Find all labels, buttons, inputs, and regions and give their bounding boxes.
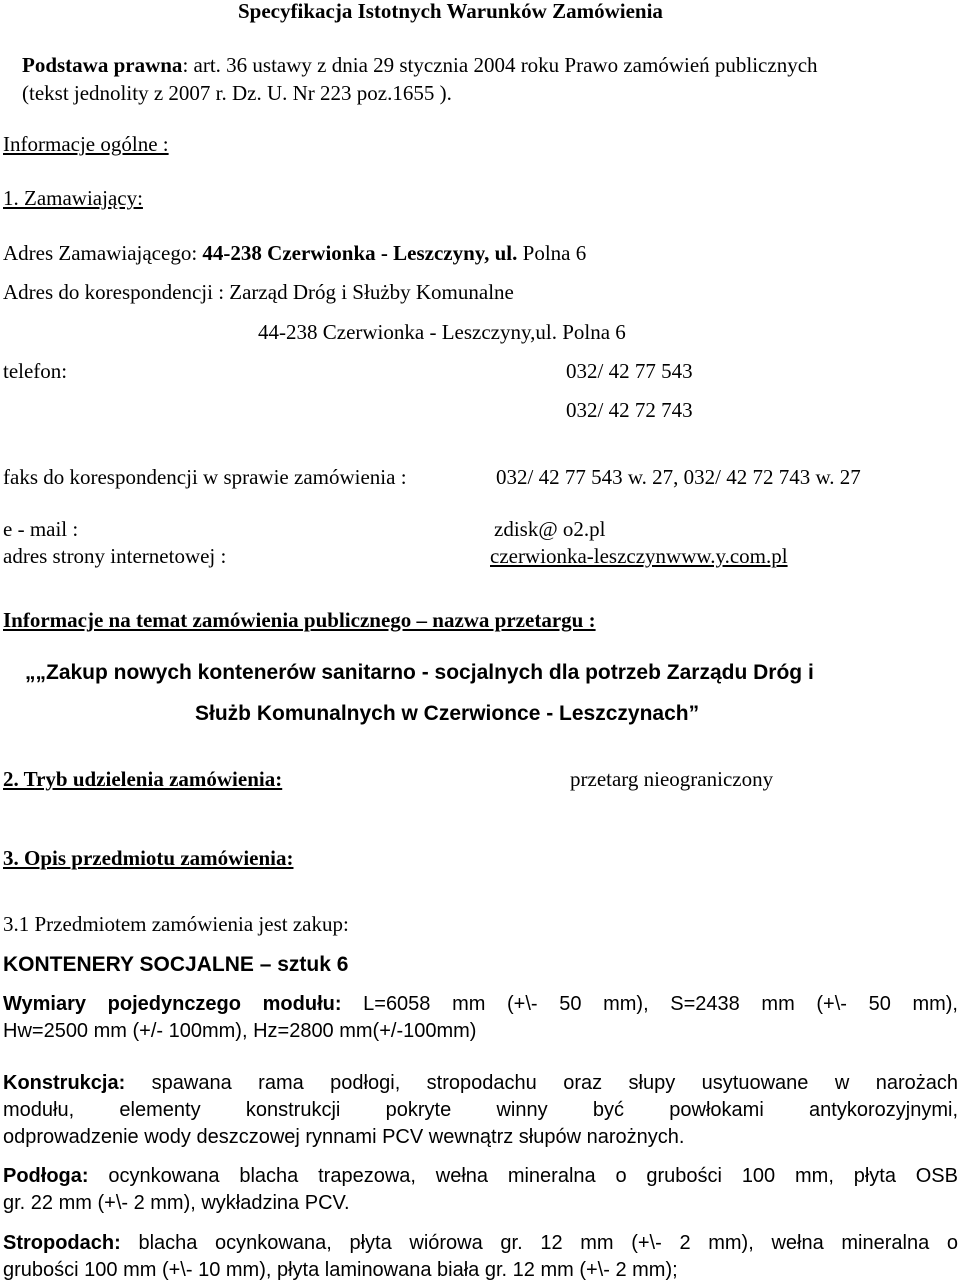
orderer-address [3,243,586,264]
ceiling-line1 [3,1233,958,1253]
legal-basis-line1 [22,55,818,76]
tender-name-line1: „„Zakup nowych kontenerów sanitarno - socjalnych dla potrzeb Zarządu Dróg i [25,661,814,684]
legal-basis-text: : art. 36 ustawy z dnia 29 stycznia 2004 roku Prawo zamówień publicznych [182,53,818,77]
dimensions-line2: Hw=2500 mm (+/- 100mm), Hz=2800 mm(+/-100mm) [3,1020,477,1042]
section3-heading: 3. Opis przedmiotu zamówienia: [3,846,294,870]
construction-line3: odprowadzenie wody deszczowej rynnami PCV wewnątrz słupów narożnych. [3,1126,685,1148]
tender-name-line2: Służb Komunalnych w Czerwionce - Leszczynach” [195,702,700,725]
construction-line1 [3,1073,958,1093]
dimensions-value: L=6058 mm (+\- 50 mm), S=2438 mm (+\- 50 mm), [341,993,958,1015]
phone-number-2: 032/ 42 72 743 [566,398,693,422]
dimensions-line1 [3,994,958,1014]
phone-number-1: 032/ 42 77 543 [566,359,693,383]
legal-basis-label: Podstawa prawna [22,53,183,77]
product-heading: KONTENERY SOCJALNE – sztuk 6 [3,953,349,976]
correspondence-address: Adres do korespondencji : Zarząd Dróg i Służby Komunalne [3,280,514,304]
website-label: adres strony internetowej : [3,544,227,568]
orderer-address-street: Polna 6 [522,241,587,265]
floor-text: ocynkowana blacha trapezowa, wełna mineralna o grubości 100 mm, płyta OSB [88,1165,958,1187]
ceiling-text: blacha ocynkowana, płyta wiórowa gr. 12 mm (+\- 2 mm), wełna mineralna o [120,1232,958,1254]
fax-value: 032/ 42 77 543 w. 27, 032/ 42 72 743 w. 27 [496,465,861,489]
procedure-type: przetarg nieograniczony [570,767,774,791]
email-label: e - mail : [3,517,79,541]
orderer-address-label: Adres Zamawiającego: [3,241,203,265]
orderer-address-value: 44-238 Czerwionka - Leszczyny, ul. [202,241,523,265]
construction-text: spawana rama podłogi, stropodachu oraz słupy usytuowane w narożach [125,1072,958,1094]
floor-line2: gr. 22 mm (+\- 2 mm), wykładzina PCV. [3,1192,350,1214]
section3-1-text: 3.1 Przedmiotem zamówienia jest zakup: [3,912,349,936]
dimensions-label: Wymiary pojedynczego modułu: [3,993,342,1015]
email-value: zdisk@ o2.pl [494,517,606,541]
fax-label: faks do korespondencji w sprawie zamówienia : [3,465,407,489]
correspondence-address-line2: 44-238 Czerwionka - Leszczyny,ul. Polna 6 [258,320,626,344]
construction-line2: modułu, elementy konstrukcji pokryte winny być powłokami antykorozyjnymi, [3,1099,958,1121]
construction-label: Konstrukcja: [3,1072,126,1094]
website-link[interactable]: czerwionka-leszczynwww.y.com.pl [490,544,788,568]
floor-label: Podłoga: [3,1165,89,1187]
tender-info-heading: Informacje na temat zamówienia publicznego – nazwa przetargu : [3,608,596,632]
legal-basis-line2: (tekst jednolity z 2007 r. Dz. U. Nr 223 poz.1655 ). [22,81,452,105]
general-info-heading: Informacje ogólne : [3,132,169,156]
section2-heading: 2. Tryb udzielenia zamówienia: [3,767,283,791]
phone-label: telefon: [3,359,68,383]
floor-line1 [3,1166,958,1186]
document-title: Specyfikacja Istotnych Warunków Zamówienia [238,0,663,23]
ceiling-line2: grubości 100 mm (+\- 10 mm), płyta laminowana biała gr. 12 mm (+\- 2 mm); [3,1259,678,1281]
ceiling-label: Stropodach: [3,1232,121,1254]
section1-heading: 1. Zamawiający: [3,186,143,210]
